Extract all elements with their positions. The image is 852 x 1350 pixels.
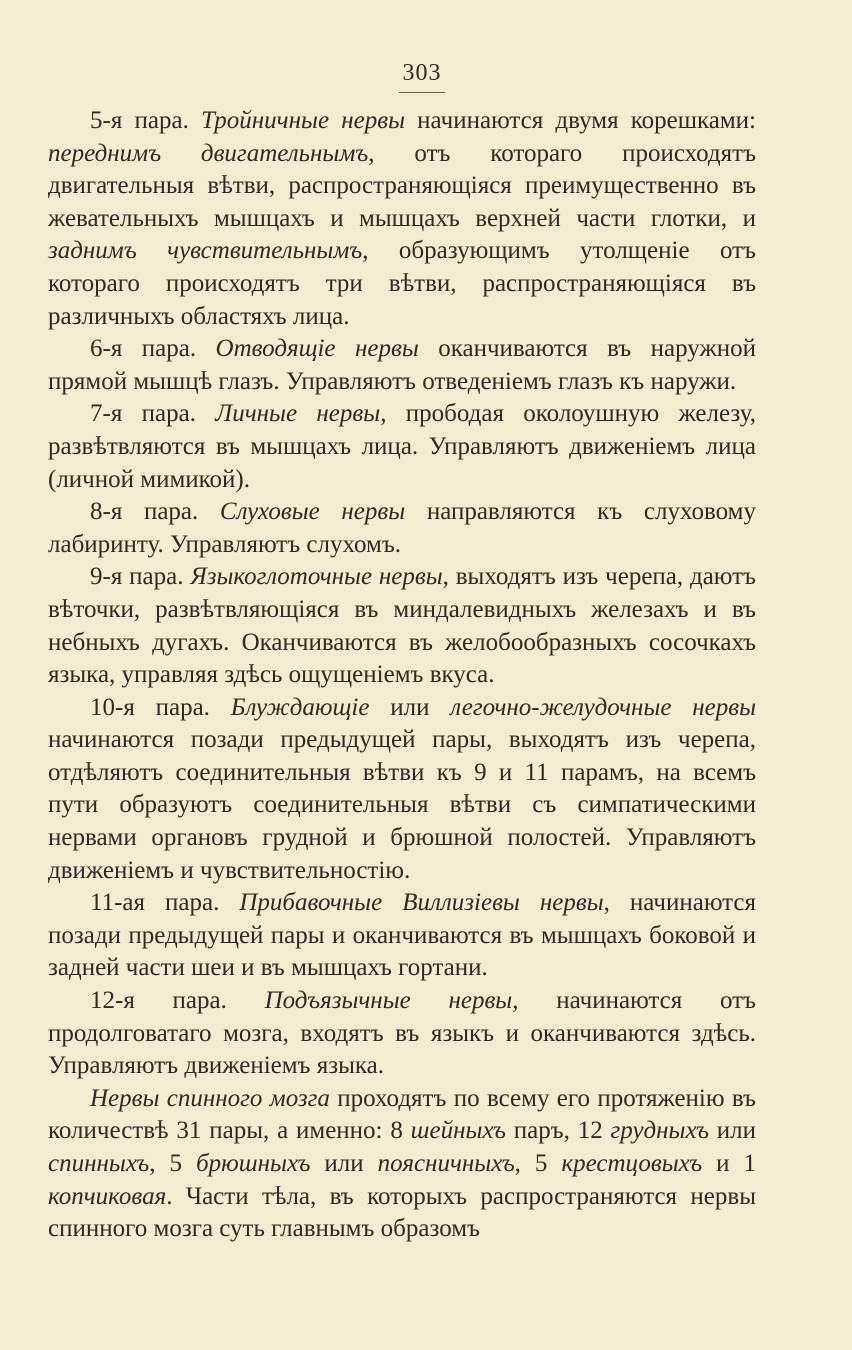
text-run: 10-я пара.	[90, 693, 231, 721]
italic-term: переднимъ двигательнымъ	[48, 139, 369, 167]
italic-term: Слуховые нервы	[219, 498, 406, 526]
italic-term: грудныхъ	[610, 1117, 709, 1145]
paragraph	[48, 398, 756, 496]
text-run: 5-я пара.	[90, 107, 201, 134]
text-run: начинаются позади предыдущей пары, выходятъ изъ черепа, отдѣляютъ соединительныя вѣтви къ 9 и 11 парамъ, на всемъ пути образуютъ соединительныя вѣтви съ симпатическими нервами органовъ грудной и брюшной полостей. Управляютъ движеніемъ и чувствительностію.	[48, 726, 756, 884]
italic-term: Прибавочные Виллизіевы нервы	[239, 889, 604, 917]
text-run: и 1	[702, 1150, 756, 1177]
italic-term: поясничныхъ	[377, 1150, 515, 1177]
italic-term: спинныхъ	[48, 1150, 150, 1177]
italic-term: Блуждающіе	[230, 693, 370, 721]
body-text	[48, 105, 756, 1246]
italic-term: Тройничные нервы	[201, 107, 405, 134]
text-run: 6-я пара.	[90, 335, 216, 363]
text-run: , образующимъ утолщеніе отъ котораго происходятъ три вѣтви, распространяющіяся въ различныхъ областяхъ лица.	[48, 237, 756, 330]
italic-term: копчиковая	[48, 1182, 167, 1210]
paragraph	[48, 887, 756, 985]
paragraph	[48, 1083, 756, 1246]
text-run: начинаются двумя корешками:	[405, 107, 756, 134]
paragraph	[48, 105, 756, 333]
text-run: , 5	[149, 1150, 197, 1177]
paragraph	[48, 333, 756, 398]
italic-term: брюшныхъ	[196, 1150, 311, 1177]
text-run: паръ, 12	[505, 1117, 611, 1145]
page-number-underline	[399, 92, 445, 93]
italic-term: шейныхъ	[410, 1117, 506, 1145]
text-run: , прободая околоушную железу, развѣтвляются въ мышцахъ лица. Управляютъ движеніемъ лица (личной мимикой).	[48, 400, 756, 493]
text-run: , начинаются позади предыдущей пары и оканчиваются въ мышцахъ боковой и задней части шеи и въ мышцахъ гортани.	[48, 889, 756, 982]
italic-term: крестцовыхъ	[561, 1150, 703, 1177]
paragraph	[48, 496, 756, 561]
text-run: 11-ая пара.	[90, 889, 240, 917]
text-run: или	[369, 693, 451, 721]
text-run: . Части тѣла, въ которыхъ распространяются нервы спинного мозга суть главнымъ образомъ	[48, 1182, 756, 1243]
text-run: , начинаются отъ продолговатаго мозга, входятъ въ языкъ и оканчиваются здѣсь. Управляютъ движеніемъ языка.	[48, 987, 756, 1080]
text-run: проходятъ по всему его протяженію въ количествѣ 31 пары, а именно: 8	[48, 1084, 756, 1145]
text-run: или	[708, 1117, 756, 1145]
text-run: или	[310, 1150, 378, 1177]
text-run: 9-я пара.	[90, 563, 191, 591]
page-number: 303	[402, 60, 442, 86]
italic-term: Языкоглоточные нервы	[190, 563, 443, 591]
italic-term: легочно-желудочные нервы	[450, 693, 757, 721]
italic-term: Подъязычные нервы	[264, 987, 513, 1015]
text-run: оканчиваются въ наружной прямой мышцѣ глазъ. Управляютъ отведеніемъ глазъ къ наружи.	[48, 335, 756, 395]
paragraph	[48, 692, 756, 888]
text-run: , выходятъ изъ черепа, даютъ вѣточки, развѣтвляющіяся въ миндалевидныхъ железахъ и въ небныхъ дугахъ. Оканчиваются въ желобообразныхъ сосочкахъ языка, управляя здѣсь ощущеніемъ вкуса.	[48, 563, 756, 689]
italic-term: Отводящіе нервы	[215, 335, 419, 363]
text-run: направляются къ слуховому лабиринту. Управляютъ слухомъ.	[48, 498, 756, 558]
paragraph	[48, 985, 756, 1083]
text-run: , отъ котораго происходятъ двигательныя вѣтви, распространяющіяся преимущественно въ жевательныхъ мышцахъ и мышцахъ верхней части глотки, и	[48, 139, 756, 232]
italic-term: Личные нервы	[215, 400, 381, 428]
text-run: 7-я пара.	[90, 400, 216, 428]
italic-term: заднимъ чувствительнымъ	[48, 237, 363, 265]
text-run: , 5	[514, 1150, 562, 1177]
text-run: 12-я пара.	[90, 987, 265, 1015]
text-run: 8-я пара.	[90, 498, 220, 526]
paragraph	[48, 561, 756, 691]
italic-term: Нервы спинного мозга	[90, 1084, 330, 1112]
